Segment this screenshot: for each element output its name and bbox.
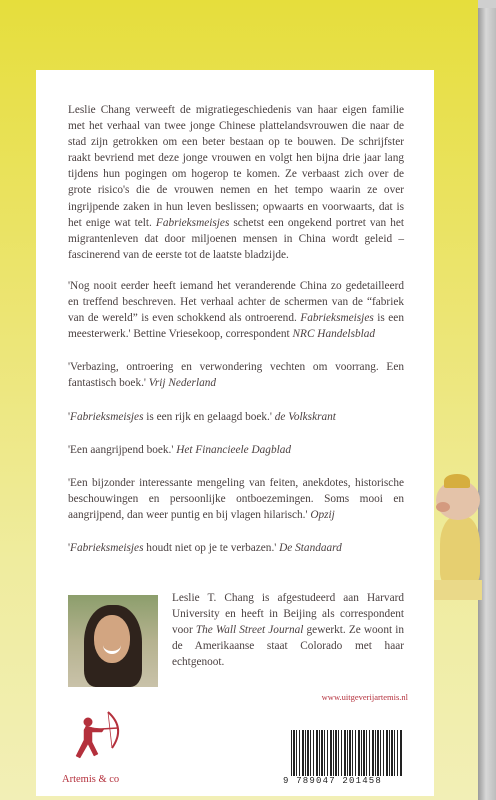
bio-newspaper: The Wall Street Journal: [195, 624, 304, 637]
quote-text: 'Nog nooit eerder heeft iemand het veranderende China zo gedetailleerd en treffend beschreven. Het verhaal achter de schermen van de “fabriek van de wereld” is even schokkend als ontroerend.: [68, 279, 404, 325]
intro-paragraph: [68, 102, 404, 263]
pig-figurine-decoration: [432, 480, 482, 600]
intro-text: Leslie Chang verweeft de migratiegeschiedenis van haar eigen familie met het verhaal van twee jonge Chinese plattelandsvrouwen die naar de stad zijn getrokken om een beter bestaan op te bouwen. De schrijfster raakt bevriend met deze jonge vrouwen en volgt hen bijna drie jaar lang tijdens hun pogingen om hogerop te komen. Ze verbaast zich over de grote risico's die de vrouwen nemen en het tempo waarin ze over ingrijpende zaken in hun leven beslissen; opwaarts en voorwaarts, dat is het enige wat telt.: [68, 104, 404, 229]
author-photo: [68, 595, 158, 687]
barcode-bars: [291, 730, 403, 776]
review-quotes: [68, 278, 404, 556]
author-section: [68, 590, 404, 690]
quote-text: houdt niet op je te verbazen.': [143, 541, 280, 554]
quote-text: 'Een bijzonder interessante mengeling van feiten, anekdotes, historische beschouwingen en persoonlijke ontboezemingen. Soms mooi en aangrijpend, dan weer puntig en bij vlagen hilarisch.': [68, 476, 404, 521]
quote-text: is een rijk en gelaagd boek.': [143, 410, 275, 423]
bio-text-start: Leslie T. Chang is afgestudeerd aan Harvard University en heeft in Beijing als correspondent voor: [172, 592, 404, 637]
quote-text: 'Verbazing, ontroering en verwondering vechten om voorrang. Een fantastisch boek.': [68, 361, 404, 390]
figurine-body: [440, 516, 480, 586]
author-bio: [172, 590, 404, 670]
quote-text: 'Een aangrijpend boek.': [68, 443, 177, 456]
publisher-name: Artemis & co: [62, 774, 120, 785]
quote-source-italic: Het Financieele Dagblad: [176, 443, 292, 456]
review-quote: [68, 475, 404, 523]
book-page-edges: [478, 8, 496, 800]
quote-source-italic: de Volkskrant: [274, 410, 336, 423]
archer-logo-icon: [68, 708, 128, 766]
bio-text-end: gewerkt. Ze woont in de Amerikaanse staat Colorado met haar echtgenoot.: [172, 624, 404, 669]
quote-source-italic: Vrij Nederland: [148, 377, 217, 390]
quote-source-italic: Fabrieksmeisjes: [70, 410, 144, 423]
isbn-barcode: [283, 730, 409, 790]
quote-text: is een meesterwerk.' Bettine Vriesekoop, correspondent: [68, 312, 404, 341]
intro-book-title: Fabrieksmeisjes: [155, 216, 230, 229]
blurb-text: [68, 102, 404, 573]
isbn-number: 9 789047 201458: [283, 776, 383, 786]
author-face: [94, 615, 130, 663]
figurine-snout: [436, 502, 450, 512]
figurine-hat: [444, 474, 470, 488]
review-quote: [68, 442, 404, 458]
publisher-url[interactable]: www.uitgeverijartemis.nl: [321, 692, 408, 702]
review-quote: [68, 540, 404, 556]
quote-source-italic: De Standaard: [279, 541, 342, 554]
review-quote: [68, 409, 404, 425]
quote-text: ': [68, 410, 71, 423]
back-cover-footer: [36, 688, 434, 796]
quote-text: ': [68, 541, 71, 554]
intro-text-end: schetst een ongekend portret van het migrantenleven dat door miljoenen mensen in China wordt geleid – fascinerend van de eerste tot de laatste bladzijde.: [68, 216, 405, 261]
review-quote: [68, 278, 404, 342]
quote-source-italic: Opzij: [310, 508, 335, 521]
quote-source-italic: NRC Handelsblad: [292, 328, 376, 341]
quote-source-italic: Fabrieksmeisjes: [70, 541, 144, 554]
figurine-base: [432, 580, 482, 600]
back-cover-panel: [36, 70, 434, 796]
review-quote: [68, 359, 404, 391]
quote-source-italic: Fabrieksmeisjes: [300, 312, 374, 325]
